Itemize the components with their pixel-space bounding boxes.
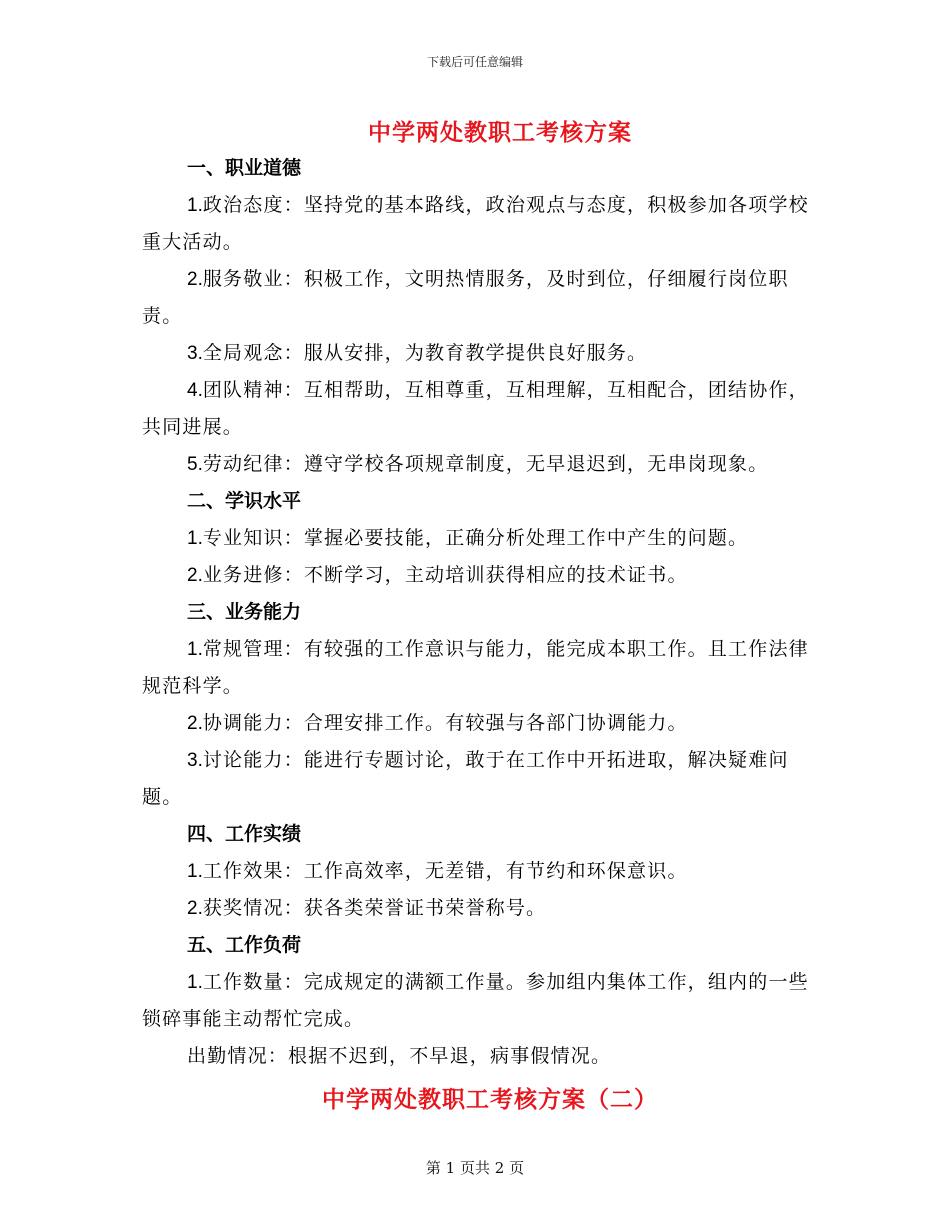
section-heading: 四、工作实绩: [187, 823, 302, 845]
list-item: [142, 631, 817, 705]
item-number: 1.: [187, 195, 203, 216]
item-text: 常规管理：有较强的工作意识与能力，能完成本职工作。且工作法律规范科学。: [142, 638, 809, 697]
list-item: [142, 335, 817, 372]
item-text: 获奖情况：获各类荣誉证书荣誉称号。: [202, 897, 547, 919]
page-footer: 第 1 页共 2 页: [425, 1159, 525, 1177]
item-number: 1.: [187, 528, 203, 549]
list-item: [142, 187, 817, 261]
document-title: 中学两处教职工考核方案: [368, 119, 632, 146]
item-text: 讨论能力：能进行专题讨论，敢于在工作中开拓进取，解决疑难问题。: [142, 749, 789, 808]
section-professional-ethics: [142, 150, 817, 483]
list-item: [142, 742, 817, 816]
item-text: 全局观念：服从安排，为教育教学提供良好服务。: [202, 342, 648, 364]
list-item: [142, 853, 817, 890]
section-business-ability: [142, 594, 817, 816]
list-item: [142, 1038, 817, 1075]
list-item: [142, 520, 817, 557]
item-number: 2.: [187, 269, 203, 290]
header-note: 下载后可任意编辑: [426, 55, 523, 69]
list-item: [142, 557, 817, 594]
item-text: 工作效果：工作高效率，无差错，有节约和环保意识。: [202, 860, 688, 882]
section-workload: [142, 927, 817, 1075]
item-text: 政治态度：坚持党的基本路线，政治观点与态度，积极参加各项学校重大活动。: [142, 194, 809, 253]
list-item: [142, 964, 817, 1038]
item-number: 1.: [187, 861, 203, 882]
list-item: [142, 261, 817, 335]
item-number: 3.: [187, 343, 203, 364]
document-title-part-two: 中学两处教职工考核方案（二）: [322, 1086, 658, 1113]
list-item: [142, 890, 817, 927]
item-text: 团队精神：互相帮助，互相尊重，互相理解，互相配合，团结协作，共同进展。: [142, 379, 809, 438]
item-text: 协调能力：合理安排工作。有较强与各部门协调能力。: [202, 712, 688, 734]
section-heading: 二、学识水平: [187, 490, 302, 512]
item-text: 业务进修：不断学习，主动培训获得相应的技术证书。: [202, 564, 688, 586]
item-number: 2.: [187, 898, 203, 919]
section-heading: 三、业务能力: [187, 601, 302, 623]
item-number: 5.: [187, 454, 203, 475]
item-number: 2.: [187, 713, 203, 734]
section-knowledge-level: [142, 483, 817, 594]
section-work-performance: [142, 816, 817, 927]
item-text: 出勤情况：根据不迟到，不早退，病事假情况。: [187, 1045, 612, 1067]
item-text: 服务敬业：积极工作，文明热情服务，及时到位，仔细履行岗位职责。: [142, 268, 789, 327]
list-item: [142, 705, 817, 742]
item-text: 劳动纪律：遵守学校各项规章制度，无早退迟到，无串岗现象。: [202, 453, 769, 475]
document-body: [142, 150, 817, 1075]
item-text: 工作数量：完成规定的满额工作量。参加组内集体工作，组内的一些锁碎事能主动帮忙完成。: [142, 971, 809, 1030]
item-number: 1.: [187, 639, 203, 660]
section-heading: 一、职业道德: [187, 157, 302, 179]
item-number: 4.: [187, 380, 203, 401]
list-item: [142, 372, 817, 446]
section-heading: 五、工作负荷: [187, 934, 302, 956]
list-item: [142, 446, 817, 483]
item-number: 3.: [187, 750, 203, 771]
item-number: 1.: [187, 972, 203, 993]
item-number: 2.: [187, 565, 203, 586]
item-text: 专业知识：掌握必要技能，正确分析处理工作中产生的问题。: [202, 527, 749, 549]
